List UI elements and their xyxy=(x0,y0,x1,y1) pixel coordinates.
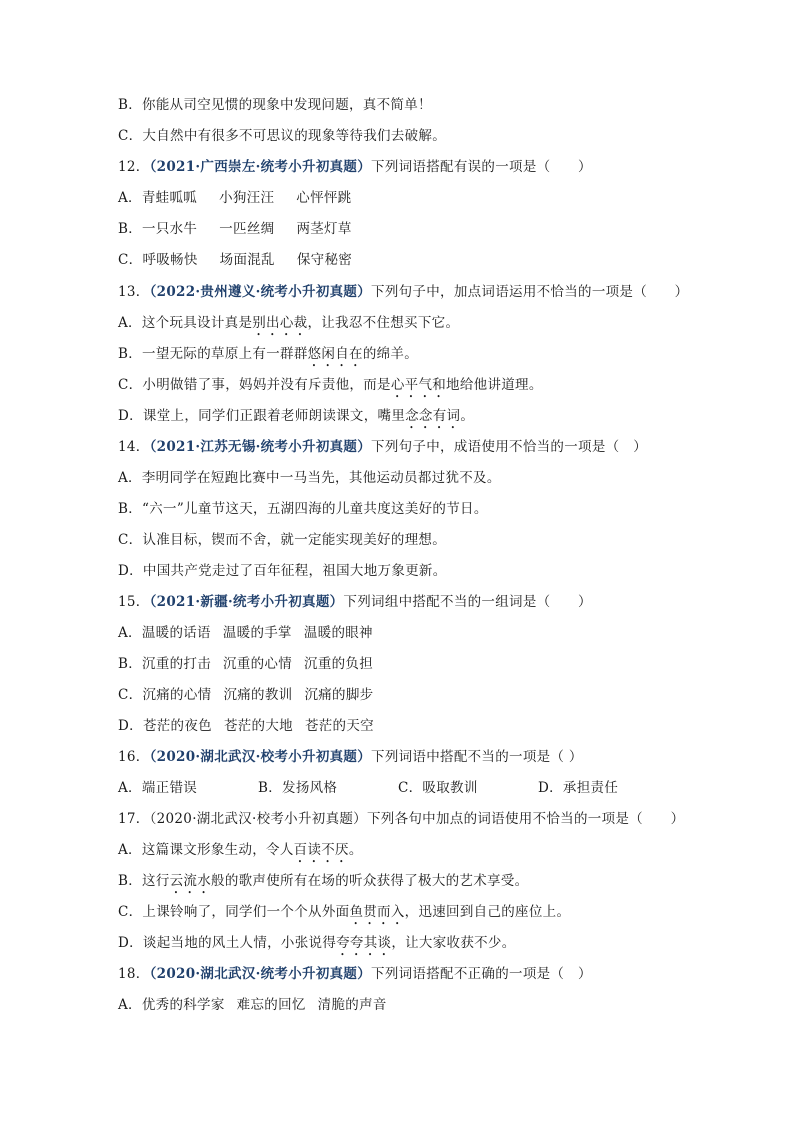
option-11-c: C．大自然中有很多不可思议的现象等待我们去破解。 xyxy=(118,128,447,144)
question-number: 16． xyxy=(118,749,150,765)
option-16-a: A．端正错误 xyxy=(118,780,198,796)
question-source: （2022·贵州遵义·统考小升初真题） xyxy=(149,284,372,300)
dotted-phrase: 心平气和 xyxy=(390,377,447,393)
option-15-d xyxy=(118,716,374,736)
word: 保守秘密 xyxy=(296,252,353,268)
sentence-text: 的绵羊。 xyxy=(362,346,419,362)
question-stem: 下列词语搭配不正确的一项是（ ） xyxy=(371,966,592,982)
word: 场面混乱 xyxy=(219,252,275,268)
question-18 xyxy=(118,964,592,984)
sentence-text: 。 xyxy=(348,842,363,858)
word: 青蛙呱呱 xyxy=(141,190,198,206)
option-label: B． xyxy=(118,221,143,237)
word: 小狗汪汪 xyxy=(219,190,275,206)
option-17-b xyxy=(118,871,528,897)
dotted-phrase: 夸夸其谈 xyxy=(336,935,392,951)
option-label: A． xyxy=(118,190,142,206)
question-source: （2021·新疆·统考小升初真题） xyxy=(149,594,344,610)
dotted-phrase: 云流水 xyxy=(169,873,212,889)
option-14-d: D．中国共产党走过了百年征程，祖国大地万象更新。 xyxy=(118,563,447,579)
option-11-b: B．你能从司空见惯的现象中发现问题，真不简单！ xyxy=(118,97,432,113)
word: 苍茫的大地 xyxy=(223,718,293,734)
word: 一只水牛 xyxy=(142,221,198,237)
word: 温暖的话语 xyxy=(141,625,211,641)
question-source: （2021·江苏无锡·统考小升初真题） xyxy=(149,439,372,455)
question-stem: 下列句子中，成语使用不恰当的一项是（ ） xyxy=(371,439,648,455)
dotted-phrase: 鱼贯而入 xyxy=(349,904,405,920)
option-15-a xyxy=(118,623,373,643)
sentence-text: D．课堂上，同学们正跟着老师朗读课文，嘴里 xyxy=(118,408,406,424)
sentence-text: ，让我忍不住想买下它。 xyxy=(307,315,460,331)
sentence-text: B．这行 xyxy=(118,873,170,889)
sentence-text: A．这个玩具设计真是 xyxy=(118,315,253,331)
option-16-b: B．发扬风格 xyxy=(258,780,338,796)
sentence-text: 。 xyxy=(460,408,475,424)
word: 温暖的手掌 xyxy=(222,625,292,641)
word: 苍茫的天空 xyxy=(304,718,374,734)
option-15-c xyxy=(118,685,373,705)
dotted-phrase: 别出心裁 xyxy=(252,315,308,331)
option-16-d: D．承担责任 xyxy=(538,780,619,796)
option-label: C． xyxy=(118,252,143,268)
options-16 xyxy=(118,778,618,798)
question-12 xyxy=(118,157,592,177)
question-stem: 下列各句中加点的词语使用不恰当的一项是（ ） xyxy=(366,811,685,827)
question-source: （2020·湖北武汉·校考小升初真题） xyxy=(149,811,367,827)
option-13-b xyxy=(118,344,418,370)
option-16-c: C．吸取教训 xyxy=(398,780,478,796)
question-stem: 下列词语搭配有误的一项是（ ） xyxy=(371,159,592,175)
option-13-a xyxy=(118,313,459,339)
word: 沉痛的心情 xyxy=(142,687,212,703)
option-13-d xyxy=(118,406,474,432)
dotted-phrase: 念念有词 xyxy=(405,408,461,424)
question-source: （2020·湖北武汉·校考小升初真题） xyxy=(149,749,372,765)
question-14 xyxy=(118,437,647,457)
question-number: 14． xyxy=(118,439,150,455)
word: 沉重的心情 xyxy=(223,656,293,672)
option-14-c: C．认准目标，锲而不舍，就一定能实现美好的理想。 xyxy=(118,532,447,548)
option-17-c xyxy=(118,902,570,928)
word: 呼吸畅快 xyxy=(142,252,198,268)
word: 心怦怦跳 xyxy=(296,190,352,206)
sentence-text: ，让大家收获不少。 xyxy=(391,935,516,951)
question-number: 12． xyxy=(118,159,150,175)
sentence-text: ，迅速回到自己的座位上。 xyxy=(404,904,571,920)
option-label: A． xyxy=(118,625,142,641)
option-17-d xyxy=(118,933,516,959)
option-label: D． xyxy=(118,718,143,734)
question-17 xyxy=(118,809,684,829)
option-label: A． xyxy=(118,997,142,1013)
question-number: 15． xyxy=(118,594,150,610)
option-12-b xyxy=(118,219,352,239)
option-14-b: B．“六一”儿童节这天，五湖四海的儿童共度这美好的节日。 xyxy=(118,501,488,517)
word: 清脆的声音 xyxy=(317,997,387,1013)
dotted-phrase: 百读不厌 xyxy=(293,842,349,858)
word: 优秀的科学家 xyxy=(141,997,225,1013)
word: 一匹丝绸 xyxy=(219,221,275,237)
option-12-a xyxy=(118,188,351,208)
word: 苍茫的夜色 xyxy=(142,718,212,734)
word: 沉重的打击 xyxy=(142,656,212,672)
question-number: 13． xyxy=(118,284,150,300)
sentence-text: A．这篇课文形象生动，令人 xyxy=(118,842,294,858)
word: 难忘的回忆 xyxy=(236,997,306,1013)
sentence-text: 般的歌声使所有在场的听众获得了极大的艺术享受。 xyxy=(211,873,529,889)
question-16 xyxy=(118,747,583,767)
question-13 xyxy=(118,282,688,302)
option-17-a xyxy=(118,840,363,866)
question-15 xyxy=(118,592,592,612)
option-label: B． xyxy=(118,656,143,672)
option-15-b xyxy=(118,654,373,674)
option-13-c xyxy=(118,375,543,401)
option-12-c xyxy=(118,250,352,270)
question-stem: 下列词语中搭配不当的一项是（ ） xyxy=(371,749,583,765)
sentence-text: B．一望无际的草原上有一群群 xyxy=(118,346,308,362)
sentence-text: 地给他讲道理。 xyxy=(446,377,543,393)
question-source: （2021·广西崇左·统考小升初真题） xyxy=(149,159,372,175)
word: 沉痛的脚步 xyxy=(304,687,374,703)
option-label: C． xyxy=(118,687,143,703)
question-stem: 下列句子中，加点词语运用不恰当的一项是（ ） xyxy=(371,284,689,300)
word: 沉重的负担 xyxy=(304,656,374,672)
sentence-text: C．上课铃响了，同学们一个个从外面 xyxy=(118,904,350,920)
word: 两茎灯草 xyxy=(296,221,352,237)
word: 沉痛的教训 xyxy=(223,687,293,703)
word: 温暖的眼神 xyxy=(303,625,373,641)
question-number: 17． xyxy=(118,811,150,827)
question-number: 18． xyxy=(118,966,150,982)
question-stem: 下列词组中搭配不当的一组词是（ ） xyxy=(343,594,592,610)
option-14-a: A．李明同学在短跑比赛中一马当先，其他运动员都过犹不及。 xyxy=(118,470,501,486)
option-18-a xyxy=(118,995,387,1015)
question-source: （2020·湖北武汉·统考小升初真题） xyxy=(149,966,372,982)
sentence-text: C．小明做错了事，妈妈并没有斥责他，而是 xyxy=(118,377,391,393)
dotted-phrase: 悠闲自在 xyxy=(307,346,363,362)
sentence-text: D．谈起当地的风土人情，小张说得 xyxy=(118,935,337,951)
